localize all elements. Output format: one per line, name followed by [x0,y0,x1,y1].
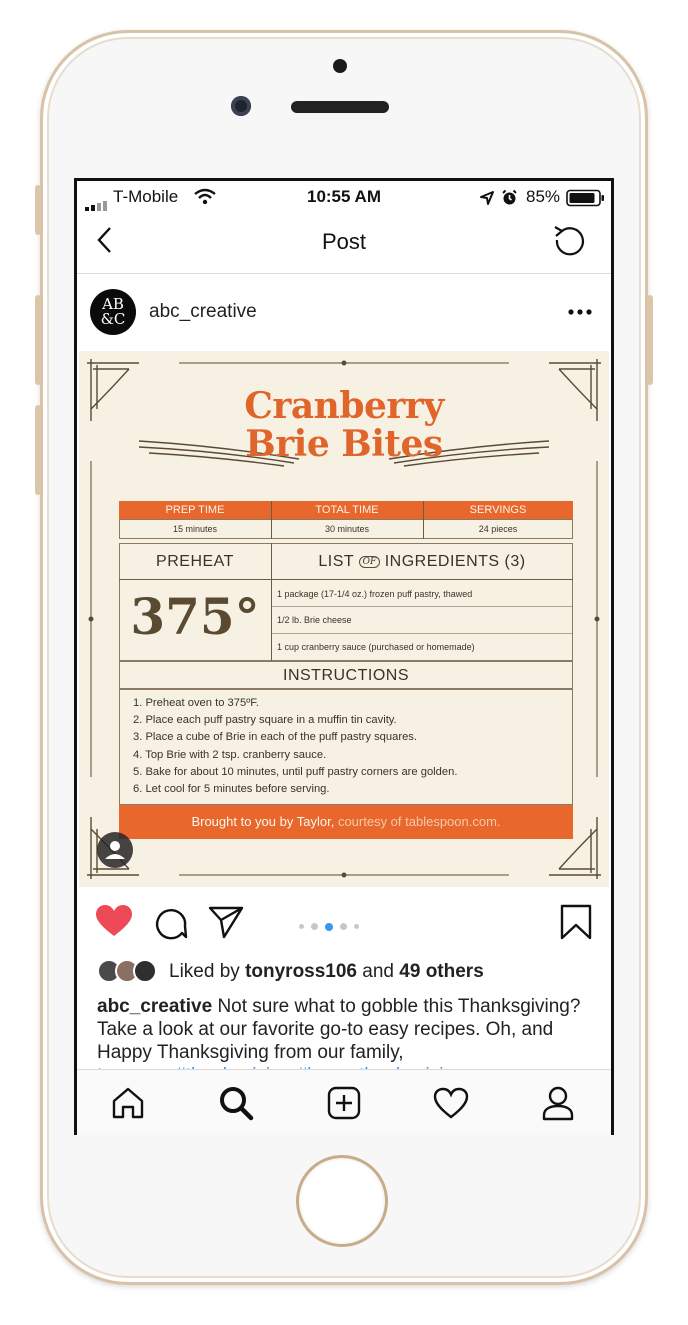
footer-source: courtesy of tablespoon.com. [337,814,501,829]
battery-percent: 85% [526,187,561,206]
tagged-user-icon[interactable] [96,831,134,869]
instruction-step: 1. Preheat oven to 375ºF. [133,697,259,709]
footer-credit: Brought to you by Taylor, [191,814,335,829]
carousel-dot [354,924,359,929]
nav-divider [77,273,611,274]
servings-value: 24 pieces [478,524,518,534]
preheat-label: PREHEAT [156,553,234,570]
carousel-dot [299,924,304,929]
ingredients-heading-list: LIST [318,553,355,570]
instruction-step: 4. Top Brie with 2 tsp. cranberry sauce. [133,748,327,761]
likes-conj: and [362,961,394,982]
liker-avatar [133,959,157,983]
volume-down-button [35,405,41,495]
recipe-footer-text [119,814,573,829]
comment-icon[interactable] [154,906,188,940]
servings-label: SERVINGS [423,504,573,516]
ingredient-divider [271,606,573,607]
ingredient-item: 1 cup cranberry sauce (purchased or homemade) [277,642,475,652]
earpiece-speaker [291,101,389,113]
status-time: 10:55 AM [306,187,381,206]
total-time-value: 30 minutes [324,524,370,534]
ingredients-heading-of: OF [359,556,381,568]
ingredient-item: 1 package (17-1/4 oz.) frozen puff pastry, thawed [277,589,473,599]
ingredient-divider [271,633,573,634]
phone-screen [74,178,614,1135]
ingredients-heading [271,553,573,571]
caption-username[interactable]: abc_creative [97,996,213,1017]
likes-prefix: Liked by [169,961,240,982]
post-username[interactable]: abc_creative [149,301,257,322]
battery-icon [566,189,606,207]
instruction-step: 2. Place each puff pastry square in a muffin tin cavity. [133,714,397,727]
instructions-heading: INSTRUCTIONS [283,667,409,684]
mute-switch [35,185,41,235]
home-icon[interactable] [111,1086,145,1120]
avatar-text-line1: AB [102,295,124,313]
instruction-step: 5. Bake for about 10 minutes, until puff pastry corners are golden. [133,765,458,778]
preheat-temperature: 375° [130,587,260,646]
alarm-icon [501,189,518,206]
carrier-name: T-Mobile [113,187,179,206]
save-bookmark-icon[interactable] [560,904,592,940]
prep-time-value: 15 minutes [172,524,218,534]
ingredient-item: 1/2 lb. Brie cheese [277,615,352,625]
post-image-recipe-card[interactable] [79,351,609,887]
carousel-indicator [299,918,366,936]
instructions-list [133,695,568,798]
ingredients-heading-count: INGREDIENTS (3) [384,553,526,570]
activity-heart-icon[interactable] [433,1087,469,1119]
profile-icon[interactable] [541,1085,575,1121]
refresh-icon[interactable] [552,222,588,258]
recipe-title [79,387,609,463]
instruction-step: 3. Place a cube of Brie in each of the puff pastry squares. [133,731,418,744]
row-divider [119,579,573,580]
total-time-label: TOTAL TIME [271,504,423,516]
add-post-icon[interactable] [327,1086,361,1120]
carousel-dot [311,923,318,930]
more-options-icon[interactable] [567,302,593,322]
like-heart-filled-icon[interactable] [95,904,133,938]
carousel-dot-active [325,923,333,931]
recipe-title-line1: Cranberry [244,385,444,427]
recipe-title-line2: Brie Bites [245,423,443,465]
search-icon[interactable] [218,1085,254,1121]
likes-user: tonyross106 [245,961,358,982]
location-icon [479,190,495,206]
avatar-text-line2: &C [100,310,126,328]
page-title: Post [321,229,367,254]
carousel-dot [340,923,347,930]
prep-time-label: PREP TIME [119,504,271,516]
proximity-sensor [333,59,347,73]
front-camera [231,96,251,116]
volume-up-button [35,295,41,385]
caption-text: Not sure what to gobble this Thanksgiving? Take a look at our favorite go-to easy recipes. Oh, and Happy Thanksgiving from our family, [97,996,581,1063]
instruction-step: 6. Let cool for 5 minutes before serving. [133,783,330,796]
likes-summary[interactable] [169,961,484,983]
power-button [647,295,653,385]
share-paper-plane-icon[interactable] [208,905,244,939]
bottom-tab-bar [77,1069,611,1135]
post-caption [97,995,602,1064]
likes-others: 49 others [399,961,484,982]
post-avatar[interactable] [90,289,136,335]
home-button[interactable] [296,1155,388,1247]
